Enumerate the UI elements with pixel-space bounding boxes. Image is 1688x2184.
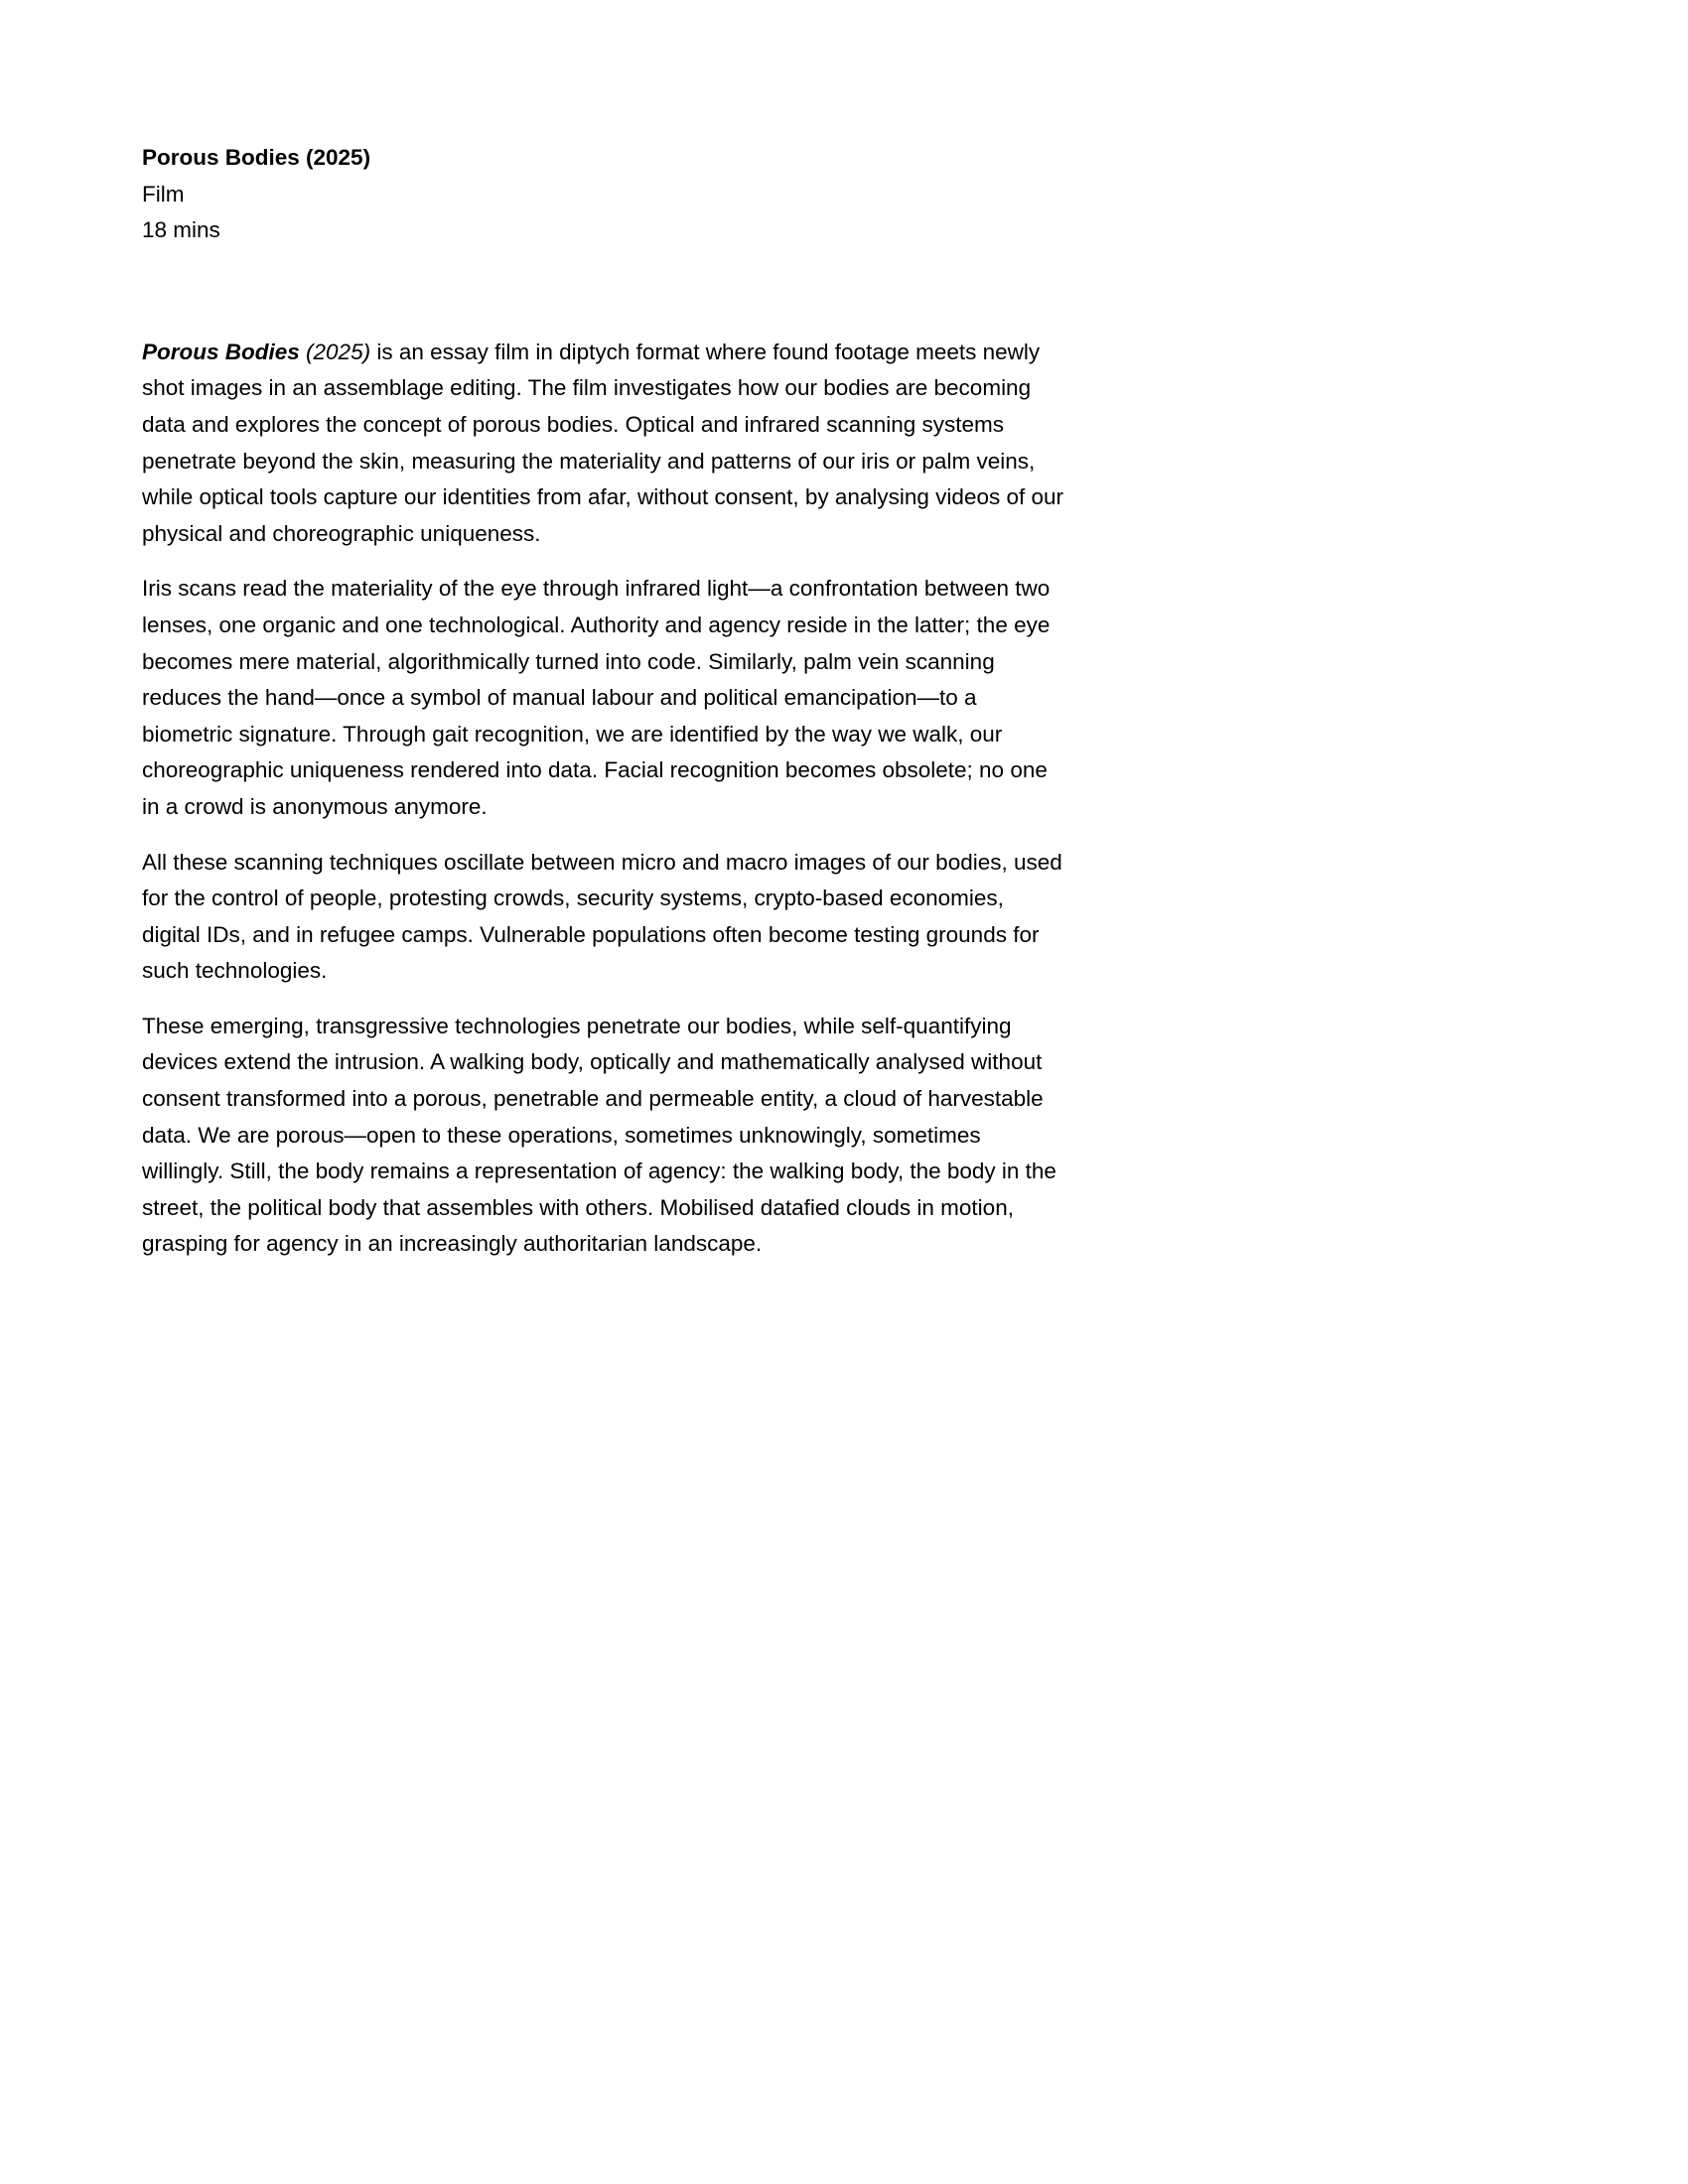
film-title-heading: Porous Bodies (2025)	[142, 145, 371, 170]
paragraph-iris-scans: Iris scans read the materiality of the eye through infrared light—a confrontation between two lenses, one organic and one technological. Authority and agency reside in the latter; the eye becomes mere material, algorithmically turned into code. Similarly, palm vein scanning reduces the hand—once a symbol of manual labour and political emancipation—to a biometric signature. Through gait recognition, we are identified by the way we walk, our choreographic uniqueness rendered into data. Facial recognition becomes obsolete; no one in a crowd is anonymous anymore.	[142, 576, 1051, 819]
paragraph-scanning-techniques: All these scanning techniques oscillate between micro and macro images of our bodies, used for the control of people, protesting crowds, security systems, crypto-based economies, digital IDs, and in refugee camps. Vulnerable populations often become testing grounds for such technologies.	[142, 849, 1062, 984]
film-duration-label: 18 mins	[142, 217, 220, 243]
inline-film-title: Porous Bodies	[142, 339, 300, 364]
paragraph-intro	[142, 335, 1067, 553]
intro-body-text: is an essay film in diptych format where found footage meets newly shot images in an assemblage editing. The film investigates how our bodies are becoming data and explores the concept of porous bodies. Optical and infrared scanning systems penetrate beyond the skin, measuring the materiality and patterns of our iris or palm veins, while optical tools capture our identities from afar, without consent, by analysing videos of our physical and choreographic uniqueness.	[142, 339, 1064, 546]
inline-film-year: (2025)	[299, 339, 371, 364]
film-medium-label: Film	[142, 181, 185, 206]
paragraph-transgressive-technologies: These emerging, transgressive technologies penetrate our bodies, while self-quantifying devices extend the intrusion. A walking body, optically and mathematically analysed without consent transformed into a porous, penetrable and permeable entity, a cloud of harvestable data. We are porous—open to these operations, sometimes unknowingly, sometimes willingly. Still, the body remains a representation of agency: the walking body, the body in the street, the political body that assembles with others. Mobilised datafied clouds in motion, grasping for agency in an increasingly authoritarian landscape.	[142, 1013, 1056, 1257]
